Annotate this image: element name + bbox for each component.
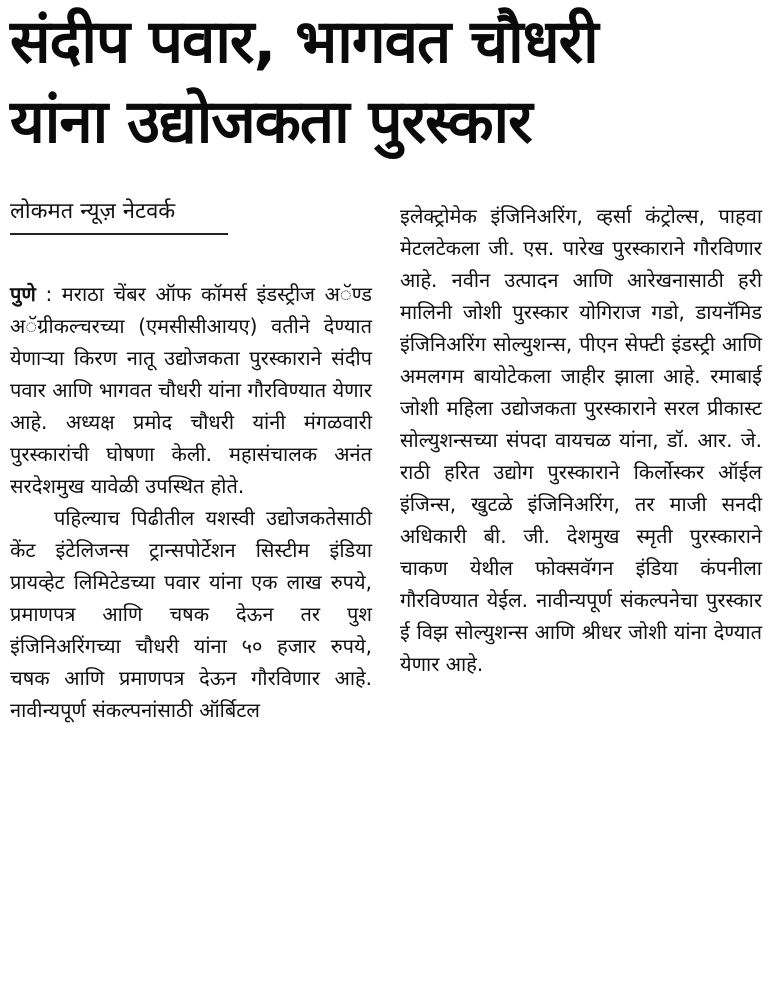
headline — [10, 2, 770, 162]
paragraph-1-text: : मराठा चेंबर ऑफ कॉमर्स इंडस्ट्रीज अॅण्ड अॅग्रीकल्चरच्या (एमसीसीआयए) वतीने देण्यात येणाऱ्या किरण नातू उद्योजकता पुरस्काराने संदीप पवार आणि भागवत चौधरी यांना गौरविण्यात येणार आहे. अध्यक्ष प्रमोद चौधरी यांनी मंगळवारी पुरस्कारांची घोषणा केली. महासंचालक अनंत सरदेशमुख यावेळी उपस्थित होते. — [10, 282, 372, 498]
headline-line-1: संदीप पवार, भागवत चौधरी — [10, 7, 598, 77]
byline: लोकमत न्यूज़ नेटवर्क — [10, 197, 228, 235]
article-paragraph-1 — [10, 278, 372, 502]
article-paragraph-2: पहिल्याच पिढीतील यशस्वी उद्योजकतेसाठी केंट इंटेलिजन्स ट्रान्सपोर्टेशन सिस्टीम इंडिया प्रायव्हेट लिमिटेडच्या पवार यांना एक लाख रुपये, प्रमाणपत्र आणि चषक देऊन तर पुश इंजिनिअरिंगच्या चौधरी यांना ५० हजार रुपये, चषक आणि प्रमाणपत्र देऊन गौरविणार आहे. नावीन्यपूर्ण संकल्पनांसाठी ऑर्बिटल — [10, 506, 372, 722]
headline-line-2: यांना उद्योजकता पुरस्कार — [10, 87, 532, 157]
dateline: पुणे — [10, 282, 36, 306]
article-column-left — [10, 278, 372, 726]
article-column-right — [400, 200, 762, 680]
article-paragraph-3: इलेक्ट्रोमेक इंजिनिअरिंग, व्हर्सा कंट्रोल्स, पाहवा मेटलटेकला जी. एस. पारेख पुरस्काराने गौरविणार आहे. नवीन उत्पादन आणि आरेखनासाठी हरी मालिनी जोशी पुरस्कार योगिराज गडो, डायनॅमिड इंजिनिअरिंग सोल्युशन्स, पीएन सेफ्टी इंडस्ट्री आणि अमलगम बायोटेकला जाहीर झाला आहे. रमाबाई जोशी महिला उद्योजकता पुरस्काराने सरल प्रीकास्ट सोल्युशन्सच्या संपदा वायचळ यांना, डॉ. आर. जे. राठी हरित उद्योग पुरस्काराने किर्लोस्कर ऑईल इंजिन्स, खुटळे इंजिनिअरिंग, तर माजी सनदी अधिकारी बी. जी. देशमुख स्मृती पुरस्काराने चाकण येथील फोक्सवॅगन इंडिया कंपनीला गौरविण्यात येईल. नावीन्यपूर्ण संकल्पनेचा पुरस्कार ई विझ सोल्युशन्स आणि श्रीधर जोशी यांना देण्यात येणार आहे. — [400, 204, 762, 676]
